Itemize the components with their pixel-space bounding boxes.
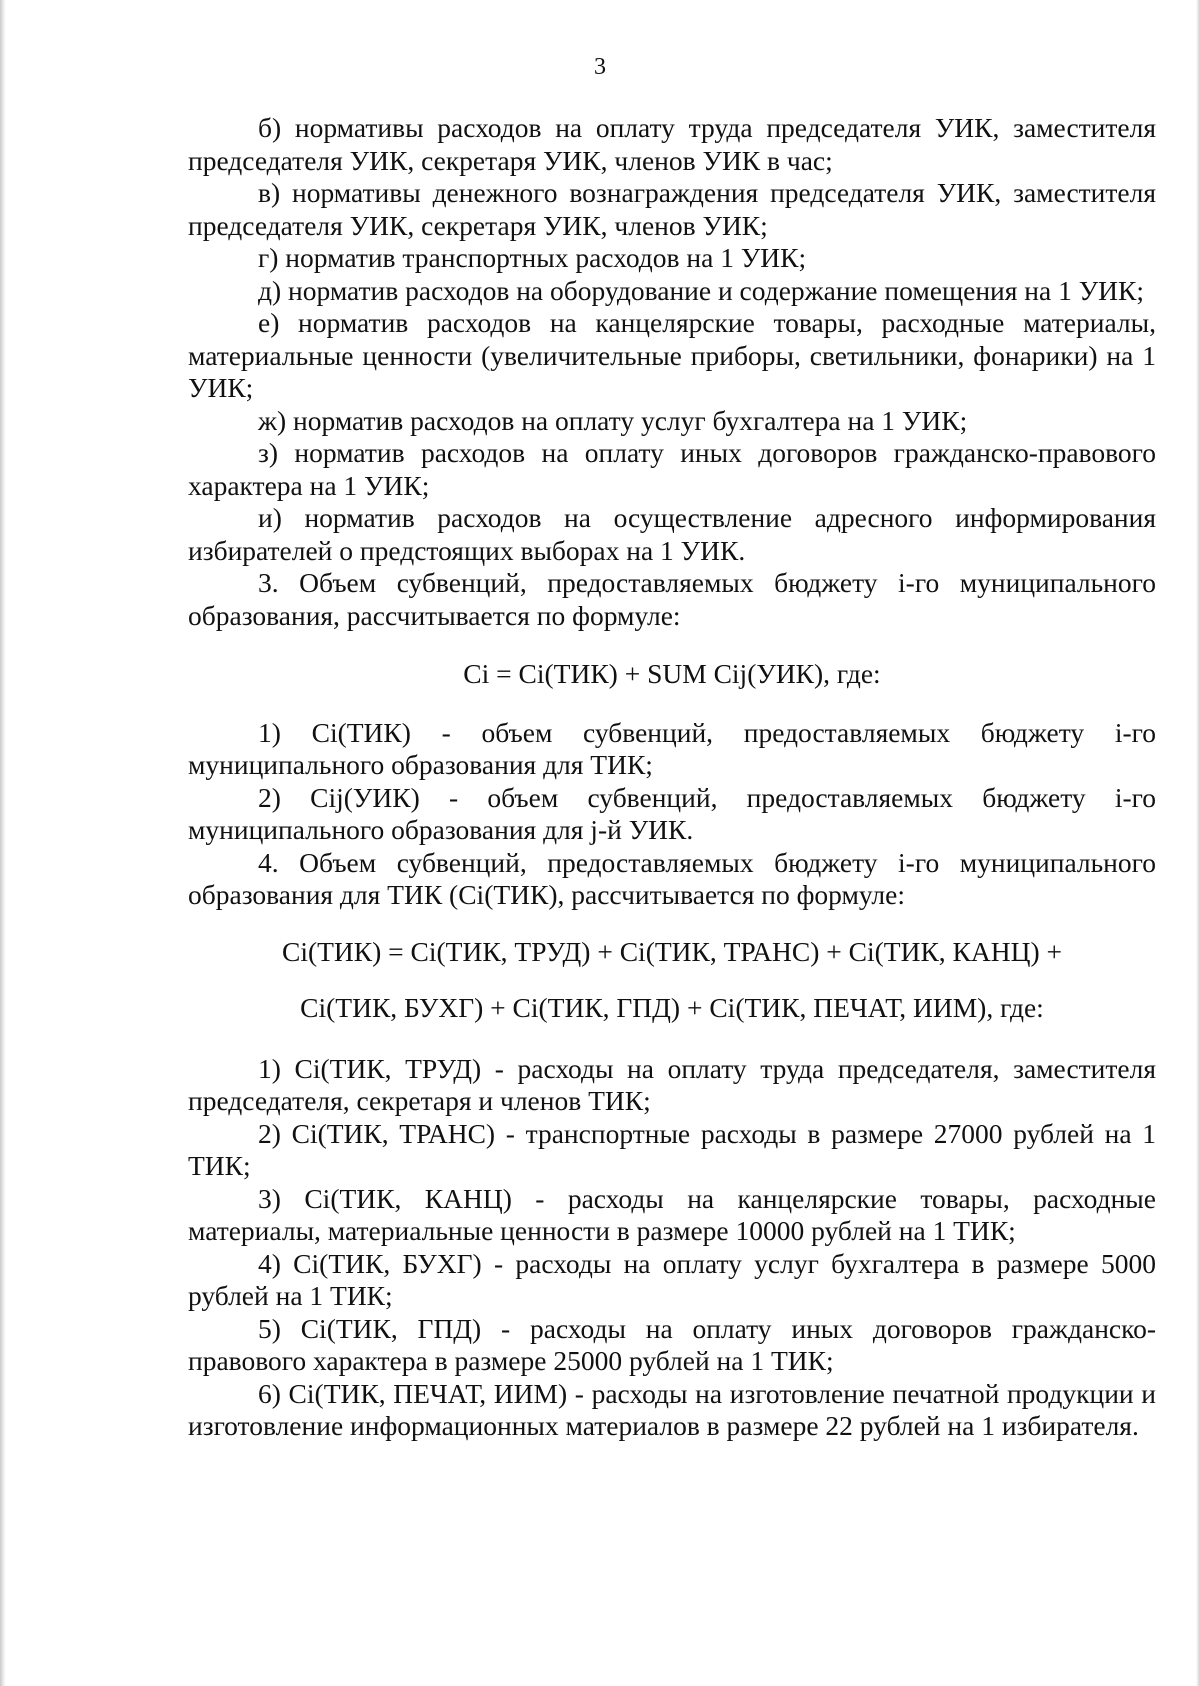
definition-tik-kanc: 3) Ci(ТИК, КАНЦ) - расходы на канцелярские товары, расходные материалы, материальные ценности в размере 10000 рублей на 1 ТИК;	[188, 1182, 1156, 1246]
definition-tik-trud: 1) Ci(ТИК, ТРУД) - расходы на оплату труда председателя, заместителя председателя, секретаря и членов ТИК;	[188, 1052, 1156, 1116]
formula-tik-line-1: Ci(ТИК) = Ci(ТИК, ТРУД) + Ci(ТИК, ТРАНС) + Ci(ТИК, КАНЦ) +	[281, 935, 1063, 967]
paragraph-3-subvention-volume: 3. Объем субвенций, предоставляемых бюджету i-го муниципального образования, рассчитывается по формуле:	[188, 567, 1156, 631]
definition-tik-trans: 2) Ci(ТИК, ТРАНС) - транспортные расходы в размере 27000 рублей на 1 ТИК;	[188, 1117, 1156, 1181]
definition-tik-pechat-iim: 6) Ci(ТИК, ПЕЧАТ, ИИМ) - расходы на изготовление печатной продукции и изготовление информационных материалов в размере 22 рублей на 1 избирателя.	[188, 1377, 1156, 1441]
paragraph-d: д) норматив расходов на оборудование и содержание помещения на 1 УИК;	[258, 274, 1145, 306]
page-number: 3	[594, 54, 606, 80]
formula-tik-line-2: Ci(ТИК, БУХГ) + Ci(ТИК, ГПД) + Ci(ТИК, ПЕЧАТ, ИИМ), где:	[300, 992, 1044, 1023]
paragraph-4-tik-subvention: 4. Объем субвенций, предоставляемых бюджету i-го муниципального образования для ТИК (Ci(ТИК), рассчитывается по формуле:	[188, 846, 1156, 910]
paragraph-g: г) норматив транспортных расходов на 1 УИК;	[258, 242, 807, 273]
paragraph-b: б) нормативы расходов на оплату труда председателя УИК, заместителя председателя УИК, секретаря УИК, членов УИК в час;	[188, 112, 1156, 176]
definition-tik-gpd: 5) Ci(ТИК, ГПД) - расходы на оплату иных договоров гражданско-правового характера в размере 25000 рублей на 1 ТИК;	[188, 1312, 1156, 1376]
paragraph-i: и) норматив расходов на осуществление адресного информирования избирателей о предстоящих выборах на 1 УИК.	[188, 502, 1156, 566]
paragraph-z: з) норматив расходов на оплату иных договоров гражданско-правового характера на 1 УИК;	[188, 437, 1156, 501]
paragraph-e: е) норматив расходов на канцелярские товары, расходные материалы, материальные ценности (увеличительные приборы, светильники, фонарики) на 1 УИК;	[188, 307, 1156, 403]
scan-edge-left	[0, 0, 6, 1686]
scan-edge-right	[1196, 0, 1200, 1686]
definition-cij-uik: 2) Cij(УИК) - объем субвенций, предоставляемых бюджету i-го муниципального образования для j-й УИК.	[188, 781, 1156, 845]
definition-ci-tik: 1) Ci(ТИК) - объем субвенций, предоставляемых бюджету i-го муниципального образования для ТИК;	[188, 716, 1156, 780]
formula-total-subvention: Ci = Ci(ТИК) + SUM Cij(УИК), где:	[463, 658, 881, 689]
paragraph-zh: ж) норматив расходов на оплату услуг бухгалтера на 1 УИК;	[258, 404, 968, 436]
paragraph-v: в) нормативы денежного вознаграждения председателя УИК, заместителя председателя УИК, секретаря УИК, членов УИК;	[188, 177, 1156, 241]
document-body	[188, 112, 1156, 1443]
definition-tik-buhg: 4) Ci(ТИК, БУХГ) - расходы на оплату услуг бухгалтера в размере 5000 рублей на 1 ТИК;	[188, 1247, 1156, 1311]
